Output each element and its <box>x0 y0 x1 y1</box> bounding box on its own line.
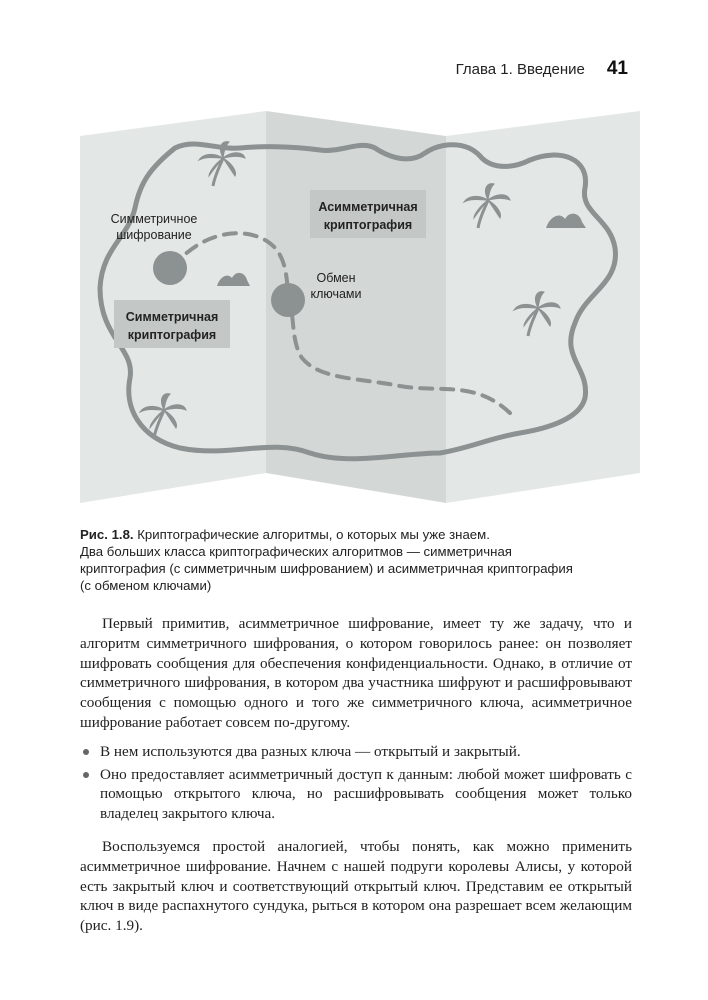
bullet-icon <box>83 772 89 778</box>
figure-label: Рис. 1.8. <box>80 527 134 542</box>
key-exchange-label-line1: Обмен <box>316 271 356 285</box>
list-item-text: В нем используются два разных ключа — открытый и закрытый. <box>100 742 521 760</box>
asymmetric-box-line2: криптография <box>323 218 413 232</box>
list-item <box>80 765 632 824</box>
symmetric-box-line2: криптография <box>127 328 217 342</box>
caption-line-2: Два больших класса криптографических алгоритмов — симметричная <box>80 544 512 559</box>
caption-title: Криптографические алгоритмы, о которых мы уже знаем. <box>133 527 490 542</box>
caption-line-4: (с обменом ключами) <box>80 578 212 593</box>
caption-line-1 <box>80 526 640 543</box>
main-text <box>80 614 632 936</box>
page-header <box>80 58 628 88</box>
caption-line-3: криптография (с симметричным шифрованием) и асимметричная криптография <box>80 561 573 576</box>
paragraph-1: Первый примитив, асимметричное шифрование, имеет ту же задачу, что и алгоритм симметричного шифрования, о котором говорилось ранее: он позволяет шифровать сообщения для обеспечения конфиденциальности. Однако, в отличие от симметричного шифрования, в котором два участника шифруют и расшифровывают сообщения с помощью одного и того же симметричного ключа, асимметричное шифрование работает совсем по-другому. <box>80 615 632 731</box>
treasure-map-illustration <box>80 108 640 518</box>
treasure-map-figure <box>80 108 640 518</box>
asymmetric-box-line1: Асимметричная <box>318 200 418 214</box>
symmetric-box-line1: Симметричная <box>125 310 219 324</box>
page-number: 41 <box>606 58 628 79</box>
list-item-text: Оно предоставляет асимметричный доступ к данным: любой может шифровать с помощью открытого ключа, но расшифровывать сообщения может только владелец закрытого ключа. <box>100 765 632 823</box>
chapter-title: Глава 1. Введение <box>455 61 585 78</box>
figure-caption <box>80 526 640 594</box>
paragraph-2: Воспользуемся простой аналогией, чтобы понять, как можно применить асимметричное шифрование. Начнем с нашей подруги королевы Алисы, у которой есть закрытый ключ и соответствующий открытый ключ. Представим ее открытый ключ в виде распахнутого сундука, рыться в котором она разрешает всем желающим (рис. 1.9). <box>80 837 632 935</box>
list-item <box>80 742 632 762</box>
symmetric-encryption-label-line1: Симметричное <box>110 212 198 226</box>
key-exchange-label-line2: ключами <box>310 287 362 301</box>
bullet-list <box>80 742 632 824</box>
bullet-icon <box>83 749 89 755</box>
symmetric-encryption-label-line2: шифрование <box>116 228 192 242</box>
key-exchange-marker <box>271 283 305 317</box>
symmetric-encryption-marker <box>153 251 187 285</box>
